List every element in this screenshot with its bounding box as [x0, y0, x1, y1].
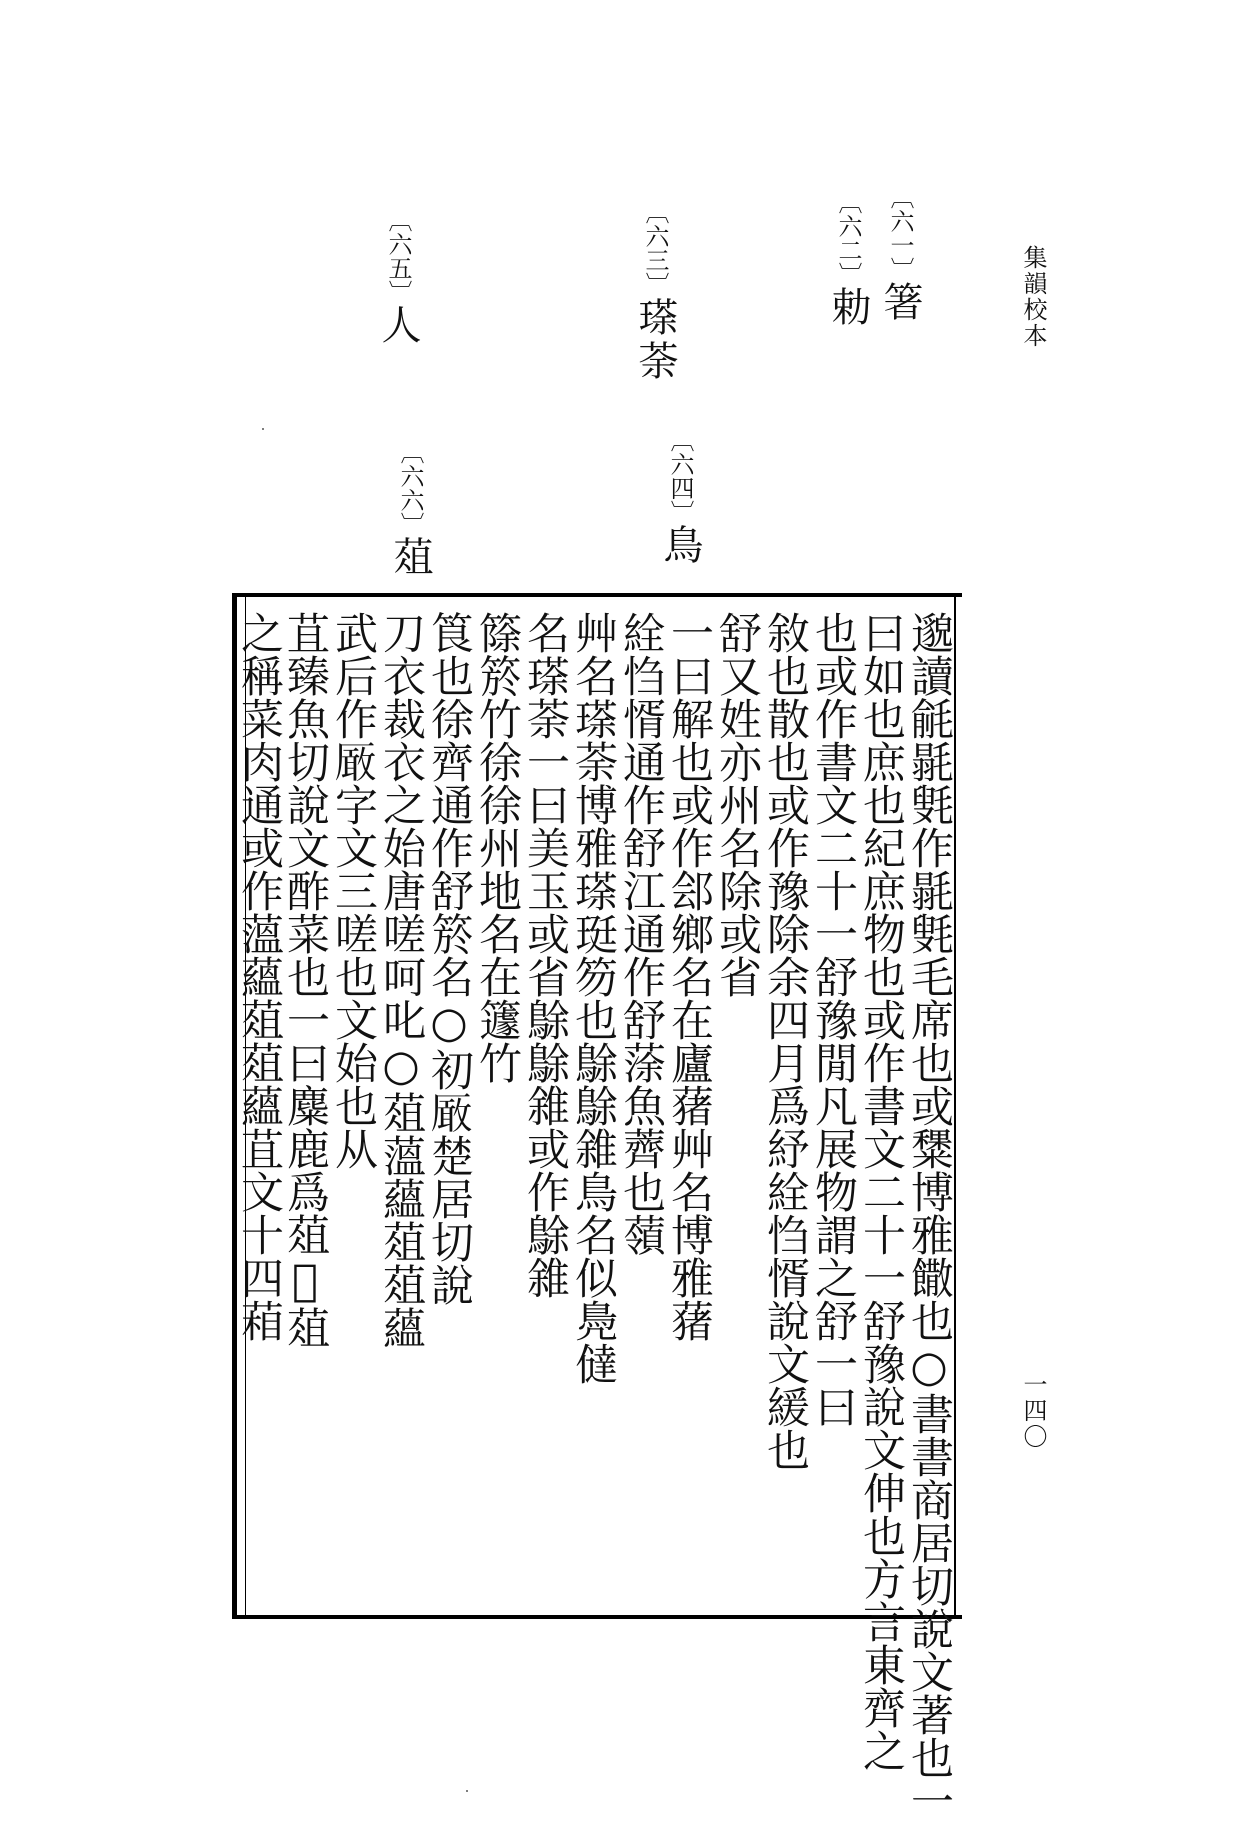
margin-note-64: 〔六四〕鳥 — [657, 428, 703, 568]
margin-note-61: 〔六一〕箸 — [877, 185, 923, 325]
text-column: 曰如也庶也紀庶物也或作書文二十一舒豫說文伸也方言東齊之 — [856, 611, 906, 1772]
text-column: 刀衣裁衣之始唐嗟呵叱○葅薀蘊葅葅蘊 — [376, 611, 426, 1349]
text-column: 名瑹荼一曰美玉或省鵌鵌雓或作鵌雓 — [520, 611, 570, 1299]
text-column: 一曰解也或作郐鄉名在廬蕏艸名博雅蕏 — [664, 611, 714, 1342]
scan-speck — [466, 1790, 468, 1792]
text-column: 敘也散也或作豫除余四月爲紓絟㤘㥠說文緩也 — [760, 611, 810, 1471]
running-title: 集韻校本 — [1019, 245, 1047, 349]
margin-note-62: 〔六二〕勅 — [825, 190, 871, 330]
text-column: 武后作𠪚字文三嗟也文始也从 — [328, 611, 378, 1170]
text-column: 之稱菜肉通或作薀蘊葅葅蘊苴文十四葙 — [234, 611, 284, 1342]
text-column: 絟㤘㥠通作舒江通作舒蒤魚薺也䕘 — [616, 611, 666, 1256]
text-column: 也或作書文二十一舒豫閒凡展物謂之舒一曰 — [808, 611, 858, 1428]
page-number: 一四〇 — [1019, 1372, 1047, 1450]
text-column: 篨箊竹徐徐州地名在籧竹 — [472, 611, 522, 1084]
scan-speck — [262, 428, 264, 430]
text-column: 筤也徐齊通作舒箊名○初𠪚楚居切說 — [424, 611, 474, 1306]
margin-note-66: 〔六六〕葅 — [387, 440, 433, 580]
text-column: 舒又姓亦州名除或省 — [712, 611, 762, 998]
margin-note-65: 〔六五〕人 — [375, 208, 421, 348]
text-column: 邈讀毹毾㲣作毾㲣毛席也或䊬博雅饊也○書書商居切說文著也一 — [904, 611, 954, 1822]
text-column: 苴臻魚切說文酢菜也一曰麋鹿爲葅𧆍葅 — [280, 611, 330, 1349]
main-text-block — [232, 593, 962, 1822]
text-column: 艸名瑹荼博雅瑹珽笏也鵌鵌雓鳥名似鳧㒓 — [568, 611, 618, 1385]
margin-note-63: 〔六三〕瑹荼 — [632, 200, 678, 384]
